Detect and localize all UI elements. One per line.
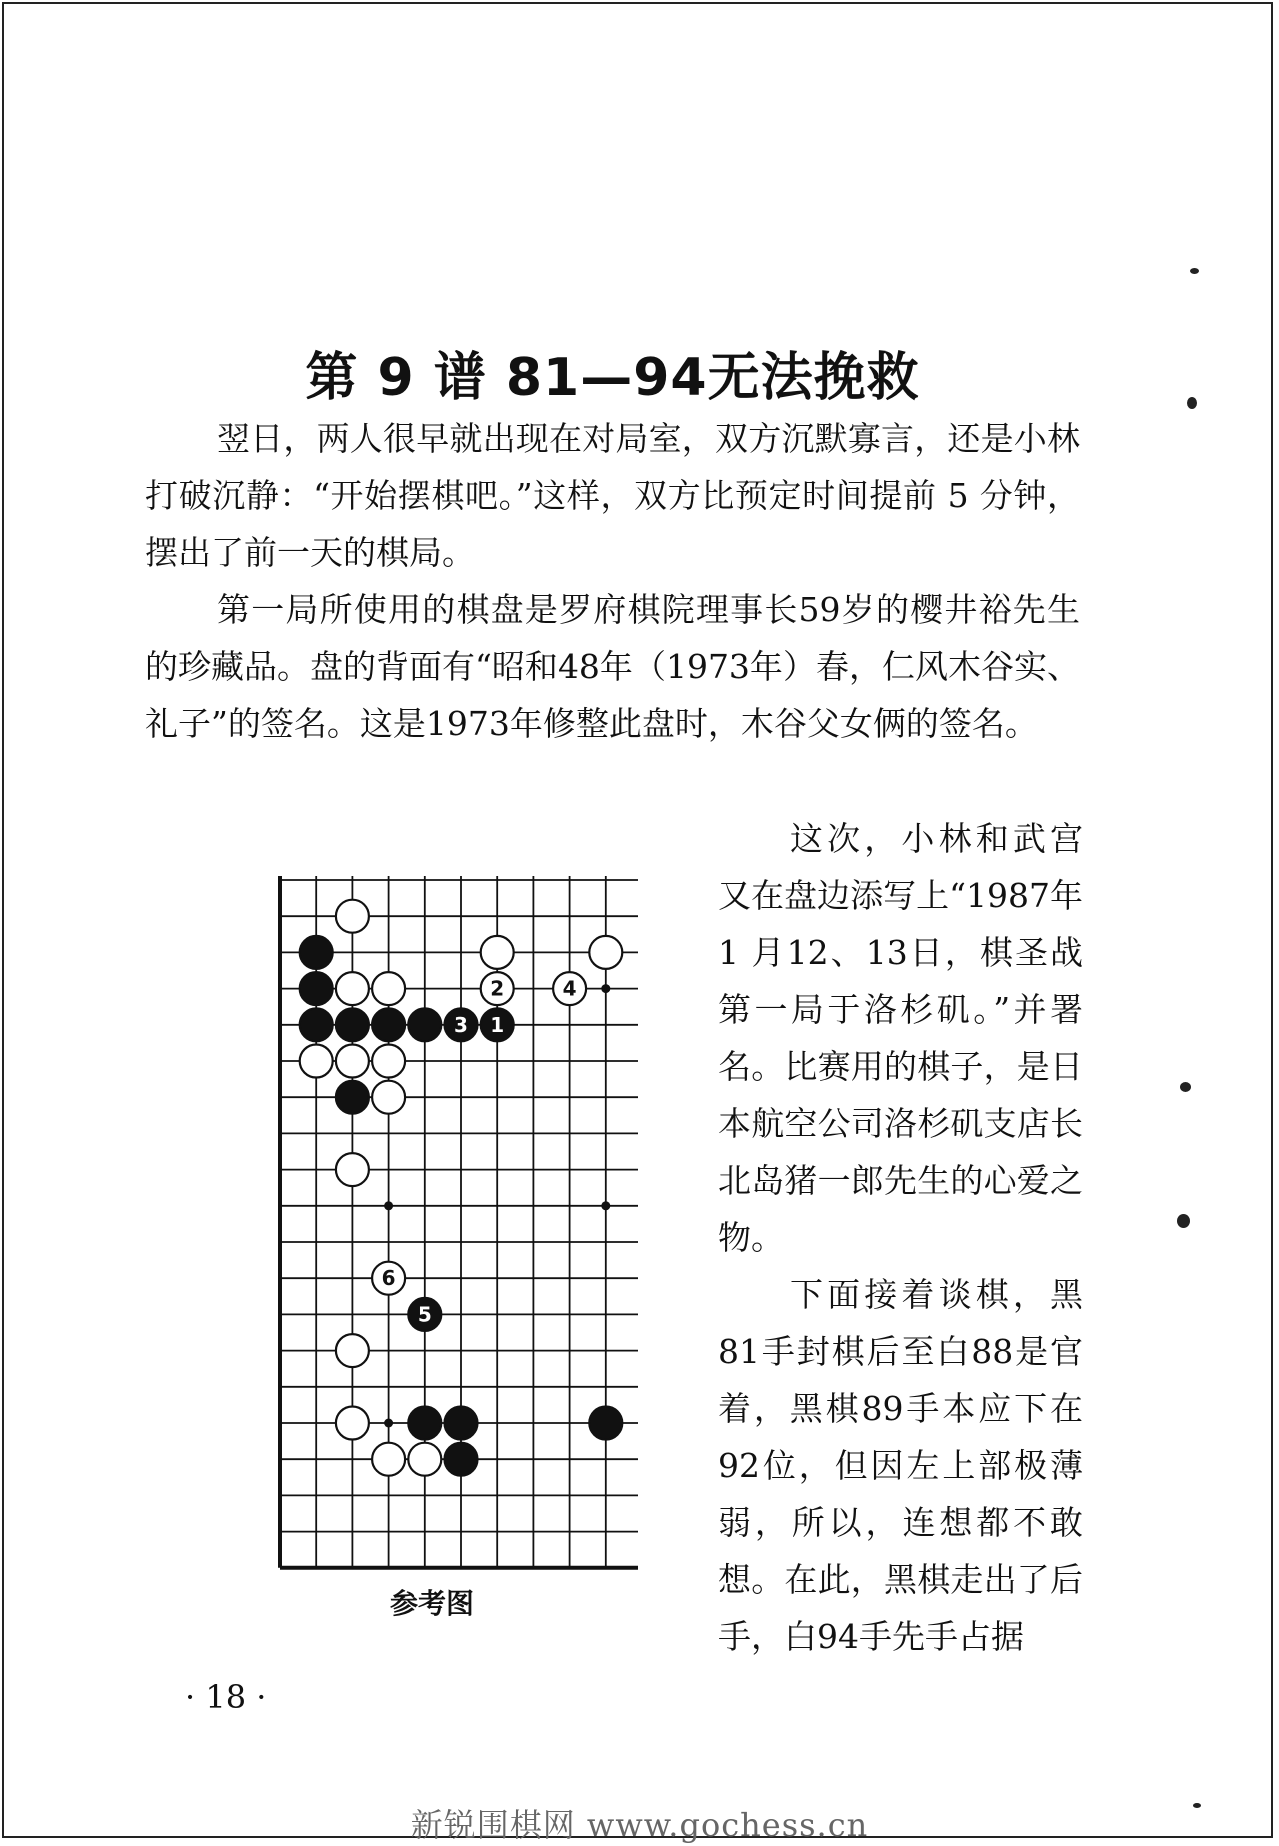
white-stone [589,936,622,969]
black-stone [372,1008,405,1041]
black-stone [589,1407,622,1440]
intro-text [145,410,1080,752]
black-stone [336,1008,369,1041]
white-stone [372,1443,405,1476]
move-number: 3 [454,1012,468,1037]
scan-speck [1180,1082,1191,1092]
scan-speck [1187,397,1197,409]
side-paragraph: 这次，小林和武宫又在盘边添写上“1987年 1 月12、13日，棋圣战第一局于洛杉矶。”并署名。比赛用的棋子，是日本航空公司洛杉矶支店长北岛猪一郎先生的心爱之物。 [718,819,1083,1257]
move-number: 5 [417,1302,432,1327]
star-point [601,984,610,993]
black-stone [300,936,333,969]
star-point [384,1419,393,1428]
intro-paragraph: 翌日，两人很早就出现在对局室，双方沉默寡言，还是小林打破沉静：“开始摆棋吧。”这样，双方比预定时间提前 5 分钟，摆出了前一天的棋局。 [145,419,1080,572]
black-stone [300,972,333,1005]
side-paragraph: 下面接着谈棋，黑81手封棋后至白88是官着，黑棋89手本应下在92位，但因左上部极薄弱，所以，连想都不敢想。在此，黑棋走出了后手，白94手先手占据 [718,1275,1083,1656]
black-stone [445,1407,478,1440]
go-diagram [268,868,638,1608]
white-stone [336,1045,369,1078]
white-stone [481,936,514,969]
white-stone [336,1153,369,1186]
watermark-footer: 新锐围棋网 www.gochess.cn [410,1806,869,1844]
move-number: 4 [562,976,577,1001]
intro-paragraph: 第一局所使用的棋盘是罗府棋院理事长59岁的樱井裕先生的珍藏品。盘的背面有“昭和48年（1973年）春，仁风木谷实、礼子”的签名。这是1973年修整此盘时，木谷父女俩的签名。 [145,590,1080,743]
black-stone [408,1008,441,1041]
white-stone [372,1081,405,1114]
side-text [718,810,1083,1665]
white-stone [336,900,369,933]
white-stone [300,1045,333,1078]
go-board [268,868,638,1578]
white-stone [408,1443,441,1476]
move-number: 1 [490,1012,505,1037]
star-point [601,1201,610,1210]
white-stone [336,1334,369,1367]
diagram-caption: 参考图 [390,1587,475,1620]
star-point [384,1201,393,1210]
page-number: · 18 · [185,1678,267,1716]
black-stone [445,1443,478,1476]
move-number: 2 [490,976,505,1001]
chapter-title: 第 9 谱 81—94无法挽救 [305,347,920,408]
scan-speck [1190,268,1199,274]
white-stone [336,972,369,1005]
move-number: 6 [381,1266,396,1291]
black-stone [336,1081,369,1114]
white-stone [372,972,405,1005]
scan-speck [1193,1803,1201,1808]
scan-speck [1177,1214,1190,1228]
white-stone [336,1407,369,1440]
white-stone [372,1045,405,1078]
black-stone [300,1008,333,1041]
black-stone [408,1407,441,1440]
